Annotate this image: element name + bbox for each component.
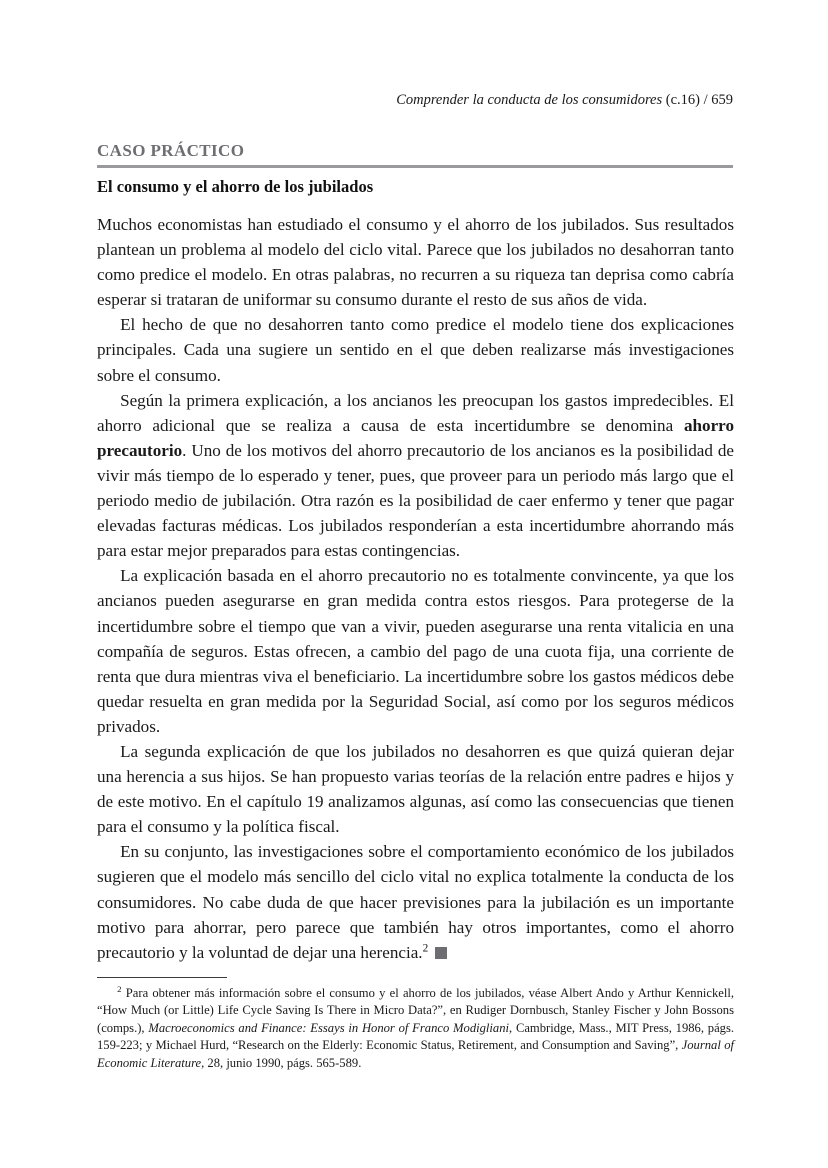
running-head-title: Comprender la conducta de los consumidores bbox=[396, 92, 663, 108]
footnote-block bbox=[97, 977, 734, 1072]
footnote-separator bbox=[97, 977, 227, 978]
paragraph-6-text: En su conjunto, las investigaciones sobre el comportamiento económico de los jubilados sugieren que el modelo más sencillo del ciclo vital no explica totalmente la conducta de los consumidores. No cabe duda de que hacer previsiones para la jubilación es un importante motivo para ahorrar, pero parece que también hay otros importantes, como el ahorro precautorio y la voluntad de dejar una herencia. bbox=[97, 842, 734, 962]
footnote-text bbox=[97, 985, 734, 1072]
end-of-section-square-icon bbox=[435, 947, 447, 959]
case-study-label: CASO PRÁCTICO bbox=[97, 141, 245, 160]
paragraph-6 bbox=[97, 839, 734, 964]
footnote-italic-title-1: Macroeconomics and Finance: Essays in Honor of Franco Modigliani bbox=[148, 1020, 510, 1035]
running-head bbox=[97, 92, 733, 109]
case-study-subtitle: El consumo y el ahorro de los jubilados bbox=[97, 176, 374, 196]
body-text bbox=[97, 212, 734, 965]
footnote-part-2: , Cambridge, Mass., MIT Press, 1986, págs. 159-223; y Michael Hurd, “Research on the Elderly: Economic Status, Retirement, and Consumption and Saving”, bbox=[97, 1020, 734, 1053]
paragraph-4: La explicación basada en el ahorro precautorio no es totalmente convincente, ya que los ancianos pueden asegurarse en gran medida contra estos riesgos. Para protegerse de la incertidumbre sobre el tiempo que van a vivir, pueden asegurarse una renta vitalicia en una compañía de seguros. Estas ofrecen, a cambio del pago de una cuota fija, una corriente de renta que dura mientras viva el beneficiario. La incertidumbre sobre los gastos médicos debe quedar resuelta en gran medida por la Seguridad Social, así como por los seguros médicos privados. bbox=[97, 566, 734, 736]
footnote-part-3: , 28, junio 1990, págs. 565-589. bbox=[201, 1055, 362, 1070]
running-head-reference: (c.16) / 659 bbox=[662, 92, 733, 108]
paragraph-2: El hecho de que no desahorren tanto como predice el modelo tiene dos explicaciones principales. Cada una sugiere un sentido en el que deben realizarse más investigaciones sobre el consumo. bbox=[97, 315, 734, 385]
paragraph-3 bbox=[97, 388, 734, 564]
case-study-header bbox=[97, 140, 733, 197]
paragraph-1: Muchos economistas han estudiado el consumo y el ahorro de los jubilados. Sus resultados plantean un problema al modelo del ciclo vital. Parece que los jubilados no desahorran tanto como predice el modelo. En otras palabras, no recurren a su riqueza tan deprisa como cabría esperar si trataran de uniformar su consumo durante el resto de sus años de vida. bbox=[97, 215, 734, 310]
footnote-marker: 2 bbox=[117, 983, 122, 994]
paragraph-3-lead: Según la primera explicación, a los ancianos les preocupan los gastos impredecibles. El ahorro adicional que se realiza a causa de esta incertidumbre se denomina bbox=[97, 390, 734, 435]
paragraph-5: La segunda explicación de que los jubilados no desahorren es que quizá quieran dejar una herencia a sus hijos. Se han propuesto varias teorías de la relación entre padres e hijos y de este motivo. En el capítulo 19 analizamos algunas, así como las consecuencias que tienen para el consumo y la política fiscal. bbox=[97, 741, 734, 837]
footnote-part-1: Para obtener más información sobre el consumo y el ahorro de los jubilados, véase Albert Ando y Arthur Kennickell, “How Much (or Little) Life Cycle Saving Is There in Micro Data?”, en Rudiger Dornbusch, Stanley Fischer y John Bossons (comps.), bbox=[97, 986, 734, 1035]
footnote-reference-2[interactable]: 2 bbox=[422, 942, 429, 955]
footnote-italic-title-2: Journal of Economic Literature bbox=[97, 1038, 734, 1070]
paragraph-3-rest: . Uno de los motivos del ahorro precautorio de los ancianos es la posibilidad de vivir más tiempo de lo esperado y tener, pues, que proveer para un periodo más largo que el periodo medio de jubilación. Otra razón es la posibilidad de caer enfermo y tener que pagar elevadas facturas médicas. Los jubilados responderían a esta incertidumbre ahorrando más para estar mejor preparados para estas contingencias. bbox=[97, 440, 734, 561]
term-ahorro-precautorio: ahorro precautorio bbox=[97, 415, 734, 460]
case-study-divider bbox=[97, 165, 733, 168]
